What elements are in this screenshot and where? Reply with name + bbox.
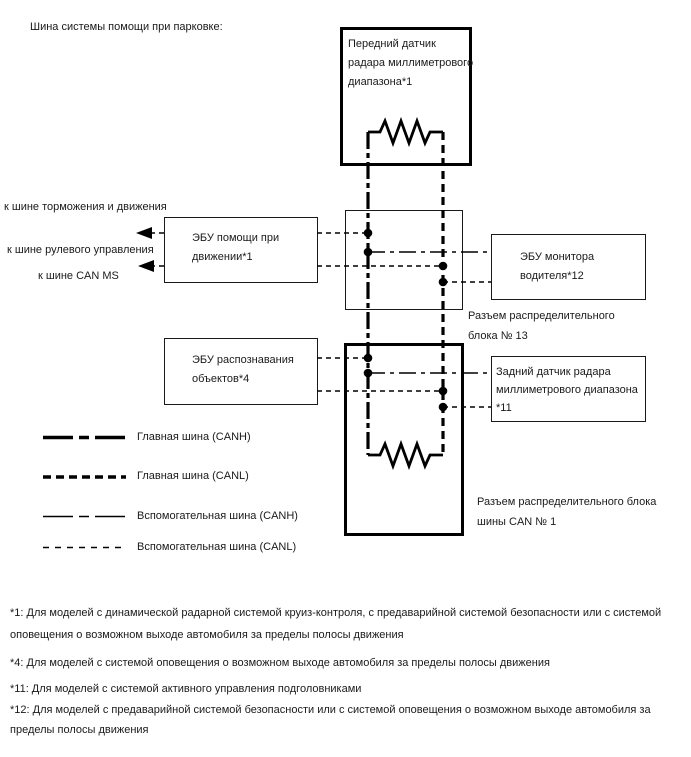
legend-label-aux-canh: Вспомогательная шина (CANH)	[137, 510, 298, 522]
footnote-1-line: *1: Для моделей с динамической радарной системой круиз-контроля, с предаварийной системой безопасности или с системой	[10, 607, 662, 619]
can-junction-connector-1-label	[477, 492, 656, 532]
arrow-left-icon	[138, 260, 154, 272]
footnote-11	[10, 678, 361, 700]
driving-assist-label-line: движении*1	[192, 251, 253, 263]
junction-block-13-label-line: блока № 13	[468, 330, 528, 342]
footnote-1-line: оповещения о возможном выходе автомобиля за пределы полосы движения	[10, 629, 404, 641]
footnote-4-line: *4: Для моделей с системой оповещения о возможном выходе автомобиля за пределы полосы движения	[10, 657, 550, 669]
junction-block-13-label-line: Разъем распределительного	[468, 310, 615, 322]
driver-monitor-ecu-box	[491, 234, 646, 300]
front-radar-label-line: радара миллиметрового	[348, 57, 474, 69]
arrow-left-icon	[136, 227, 152, 239]
external-bus-label-brake: к шине торможения и движения	[4, 201, 167, 213]
rear-radar-label-line: миллиметрового диапазона	[496, 384, 638, 396]
footnote-1	[10, 602, 661, 646]
footnote-11-line: *11: Для моделей с системой активного управления подголовниками	[10, 683, 362, 695]
legend-label-aux-canl: Вспомогательная шина (CANL)	[137, 541, 297, 553]
driving-assist-label-line: ЭБУ помощи при	[192, 232, 280, 244]
front-millimeter-wave-radar-sensor-box	[340, 27, 472, 166]
footnote-12	[10, 700, 651, 740]
legend-label-main-canh: Главная шина (CANH)	[137, 431, 251, 443]
can-junction-1-label-line: шины CAN № 1	[477, 516, 557, 528]
footnote-12-line: *12: Для моделей с предаварийной системой безопасности или с системой оповещения о возможном выходе автомобиля за	[10, 704, 651, 716]
diagram-title: Шина системы помощи при парковке:	[30, 21, 223, 33]
rear-radar-label-line: *11	[496, 402, 512, 414]
driver-monitor-label-line: водителя*12	[520, 270, 584, 282]
rear-radar-label-line: Задний датчик радара	[496, 366, 611, 378]
external-bus-label-can-ms: к шине CAN MS	[38, 270, 119, 282]
object-recognition-label-line: объектов*4	[192, 373, 250, 385]
junction-block-13-label	[468, 306, 615, 346]
external-bus-label-steering: к шине рулевого управления	[7, 244, 154, 256]
rear-millimeter-wave-radar-sensor-box	[491, 356, 646, 422]
driving-assist-ecu-box	[164, 217, 318, 283]
front-radar-label-line: диапазона*1	[348, 76, 413, 88]
footnote-12-line: пределы полосы движения	[10, 724, 149, 736]
can-junction-1-label-line: Разъем распределительного блока	[477, 496, 657, 508]
junction-block-13-box	[345, 210, 463, 310]
front-radar-label-line: Передний датчик	[348, 38, 436, 50]
legend-label-main-canl: Главная шина (CANL)	[137, 470, 249, 482]
can-junction-connector-1-box	[344, 343, 464, 536]
driver-monitor-label-line: ЭБУ монитора	[520, 251, 595, 263]
object-recognition-ecu-box	[164, 338, 318, 405]
footnote-4	[10, 652, 550, 674]
object-recognition-label-line: ЭБУ распознавания	[192, 354, 294, 366]
